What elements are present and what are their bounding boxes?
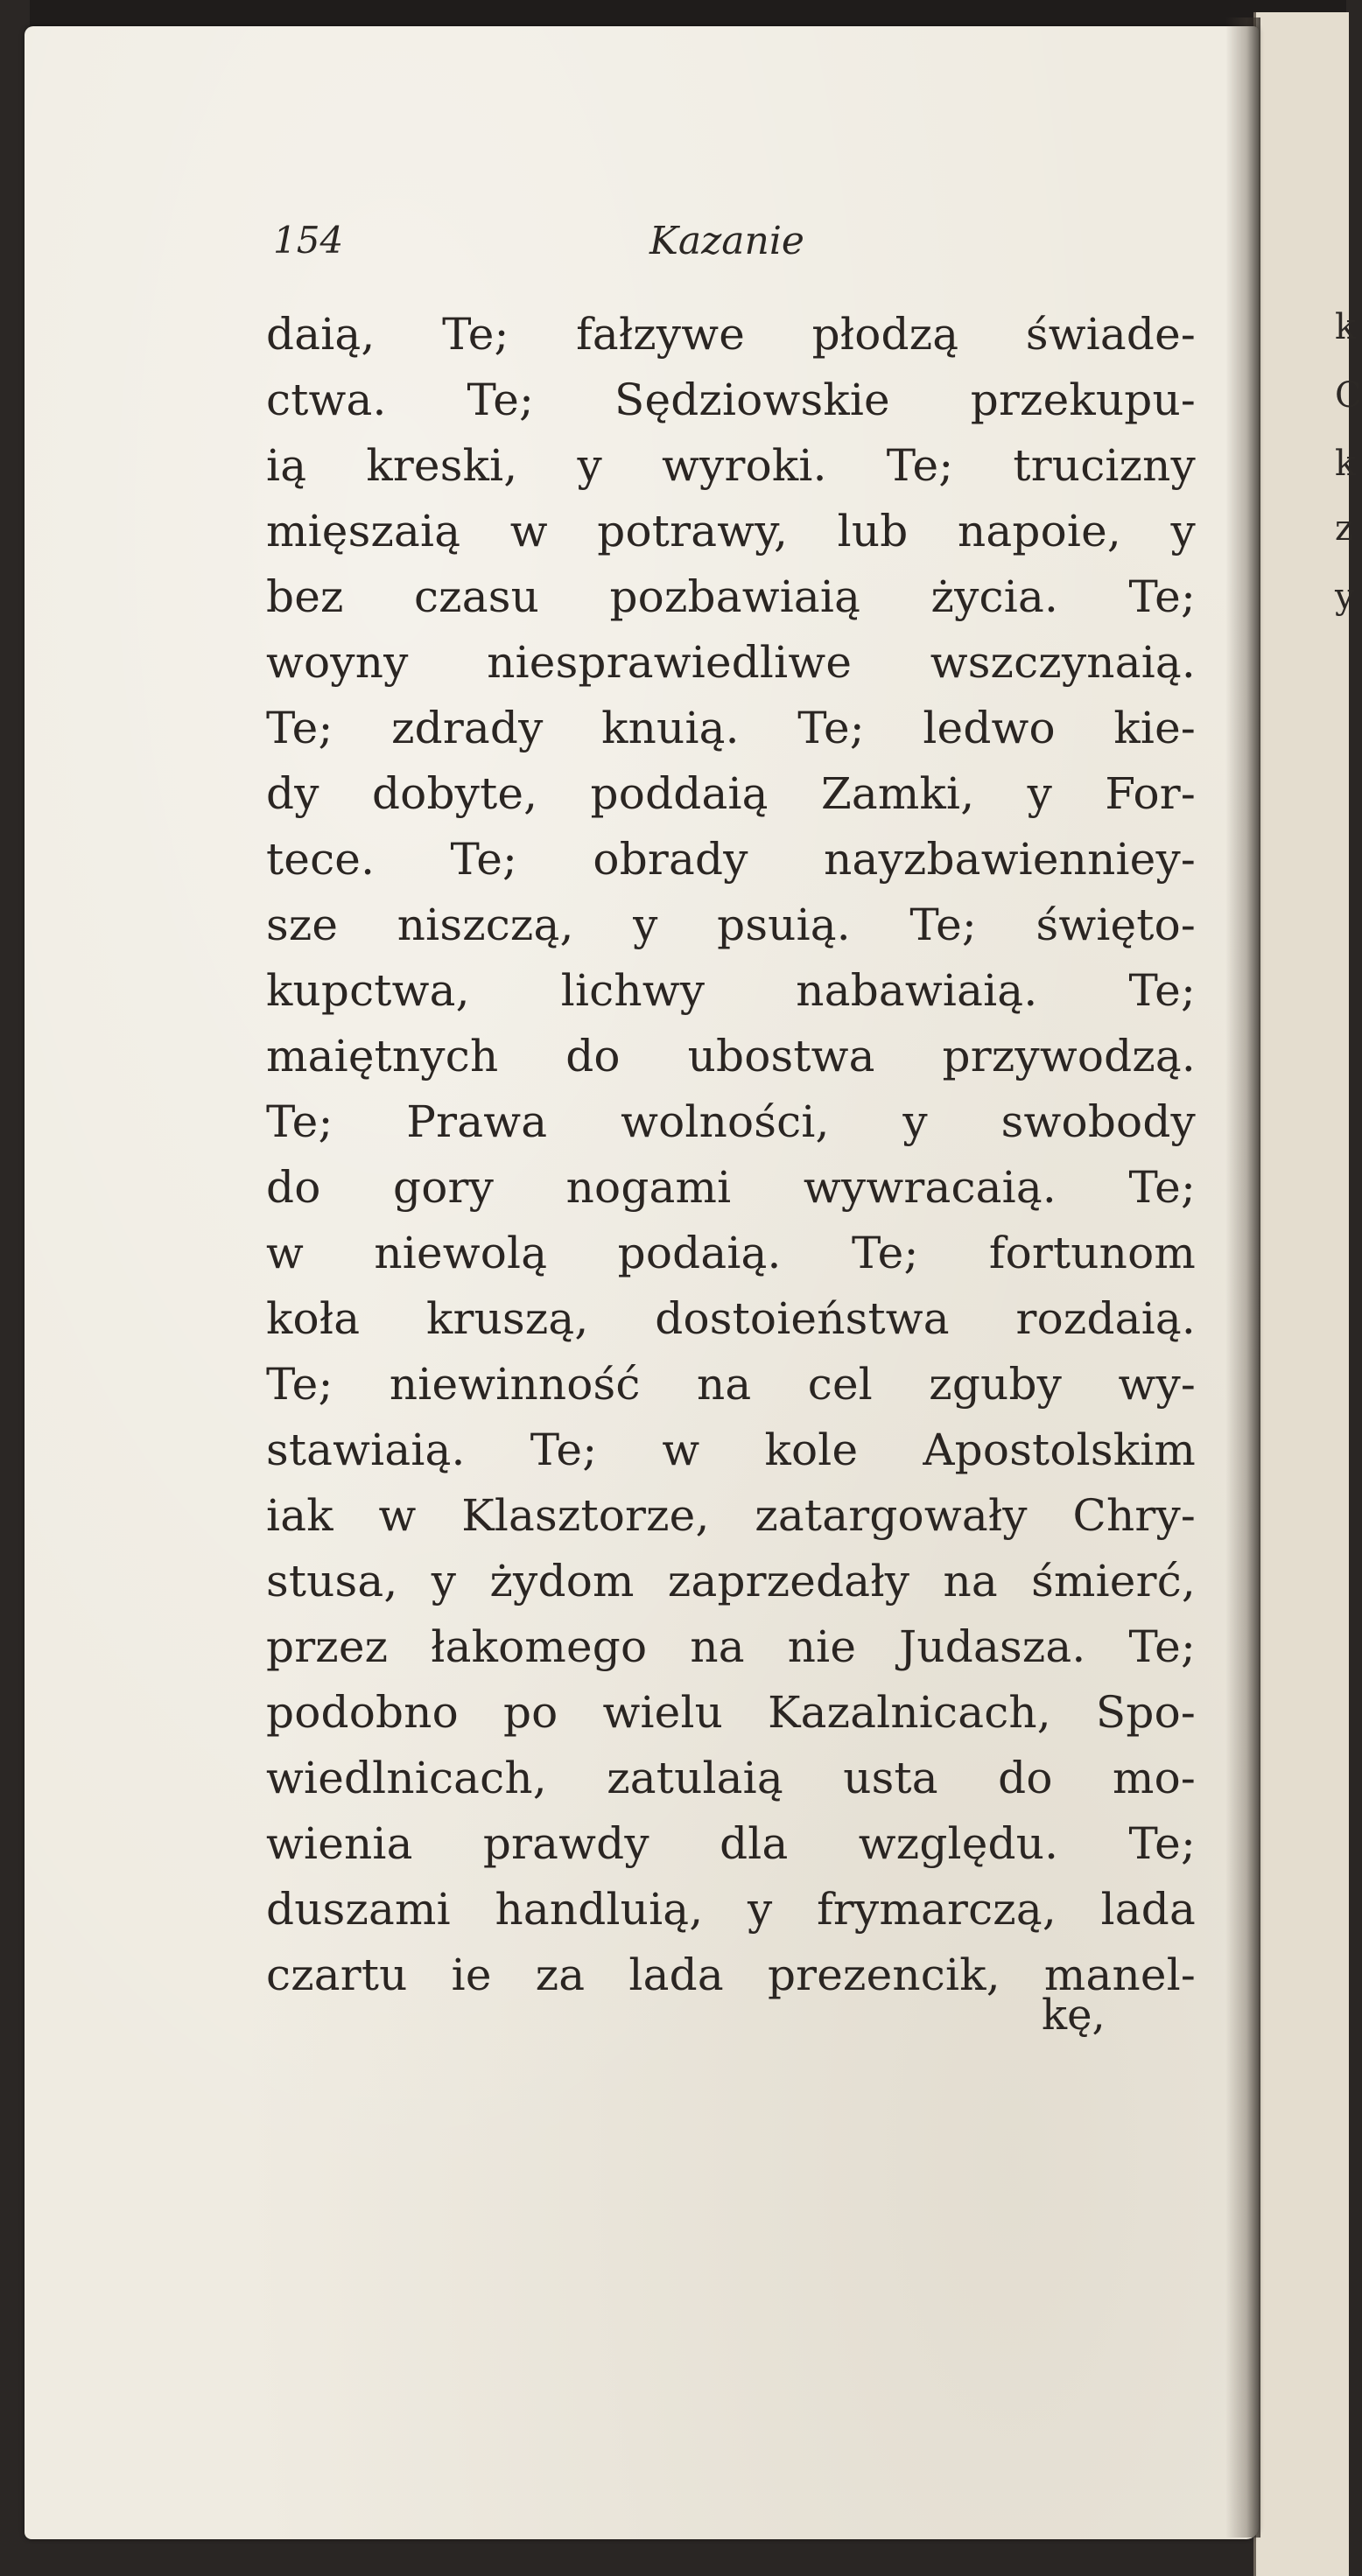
text-line: daią, Te; fałzywe płodzą świade- xyxy=(266,309,1196,360)
text-line: czartu ie za lada prezencik, manel- xyxy=(266,1950,1196,2000)
text-line: kupctwa, lichwy nabawiaią. Te; xyxy=(266,965,1196,1016)
text-line: Te; Prawa wolności, y swobody xyxy=(266,1096,1196,1147)
text-line: w niewolą podaią. Te; fortunom xyxy=(266,1228,1196,1278)
text-line: ctwa. Te; Sędziowskie przekupu- xyxy=(266,374,1196,425)
text-line: koła kruszą, dostoieństwa rozdaią. xyxy=(266,1293,1196,1344)
facing-page-edge xyxy=(1253,12,1362,2576)
text-line: stawiaią. Te; w kole Apostolskim xyxy=(266,1424,1196,1475)
facing-page-char: k xyxy=(1335,444,1357,484)
running-head xyxy=(273,219,1192,271)
running-title: Kazanie xyxy=(649,219,804,263)
text-line: tece. Te; obrady nayzbawienniey- xyxy=(266,834,1196,885)
facing-page-char: C xyxy=(1335,375,1362,416)
text-line: Te; niewinność na cel zguby wy- xyxy=(266,1359,1196,1410)
text-line: woyny niesprawiedliwe wszczynaią. xyxy=(266,637,1196,688)
text-line: stusa, y żydom zaprzedały na śmierć, xyxy=(266,1556,1196,1606)
text-line: przez łakomego na nie Judasza. Te; xyxy=(266,1621,1196,1672)
text-line: sze niszczą, y psuią. Te; święto- xyxy=(266,900,1196,950)
facing-page-char: y xyxy=(1335,577,1355,617)
text-line: wiedlnicach, zatulaią usta do mo- xyxy=(266,1753,1196,1803)
facing-page-char: k xyxy=(1335,307,1357,347)
catchword: kę, xyxy=(1042,1991,1106,2040)
text-line: dy dobyte, poddaią Zamki, y For- xyxy=(266,768,1196,819)
text-line: mięszaią w potrawy, lub napoie, y xyxy=(266,506,1196,556)
text-line: Te; zdrady knuią. Te; ledwo kie- xyxy=(266,703,1196,753)
text-line: ią kreski, y wyroki. Te; trucizny xyxy=(266,440,1196,491)
page-number: 154 xyxy=(273,219,344,262)
text-line: maiętnych do ubostwa przywodzą. xyxy=(266,1031,1196,1082)
text-line: wienia prawdy dla względu. Te; xyxy=(266,1818,1196,1869)
text-line: iak w Klasztorze, zatargowały Chry- xyxy=(266,1490,1196,1541)
text-line: do gory nogami wywracaią. Te; xyxy=(266,1162,1196,1213)
facing-page-char: z xyxy=(1335,508,1354,549)
text-line: podobno po wielu Kazalnicach, Spo- xyxy=(266,1687,1196,1738)
text-line: duszami handluią, y frymarczą, lada xyxy=(266,1884,1196,1935)
text-line: bez czasu pozbawiaią życia. Te; xyxy=(266,571,1196,622)
body-text xyxy=(266,302,1196,2008)
book-gutter-shadow xyxy=(1225,18,1260,2538)
